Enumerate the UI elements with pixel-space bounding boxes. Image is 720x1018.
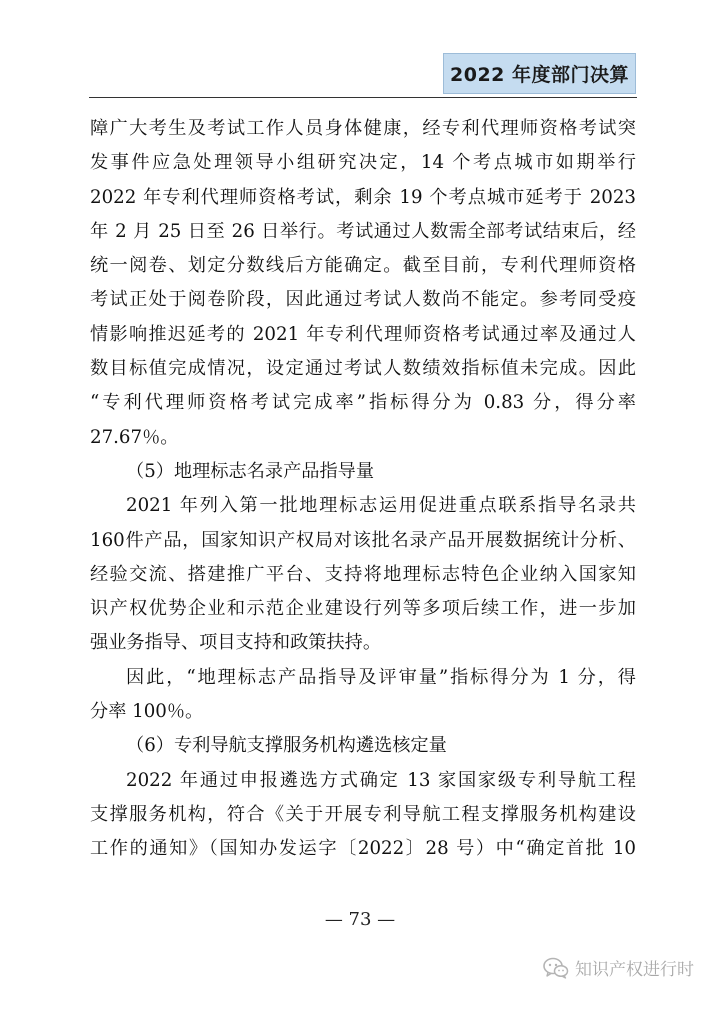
watermark-text: 知识产权进行时 [575, 960, 694, 980]
header-divider [89, 97, 637, 98]
body-line: 考试正处于阅卷阶段，因此通过考试人数尚不能定。参考同受疫 [90, 289, 636, 311]
watermark [543, 955, 694, 980]
section-heading-6: （6）专利导航支撑服务机构遴选核定量 [126, 735, 447, 757]
body-line: 2022 年通过申报遴选方式确定 13 家国家级专利导航工程 [126, 769, 636, 791]
body-line: 2021 年列入第一批地理标志运用促进重点联系指导名录共 [126, 495, 636, 517]
body-line: 工作的通知》（国知办发运字〔2022〕28 号）中“确定首批 10 [90, 838, 636, 860]
page-number: — 73 — [324, 909, 396, 930]
body-line: 数目标值完成情况，设定通过考试人数绩效指标值未完成。因此 [90, 358, 636, 380]
body-line: 因此，“地理标志产品指导及评审量”指标得分为 1 分，得 [126, 666, 636, 688]
body-line: 经验交流、搭建推广平台、支持将地理标志特色企业纳入国家知 [90, 563, 636, 585]
header-title-badge [443, 53, 636, 94]
body-line: 160件产品，国家知识产权局对该批名录产品开展数据统计分析、 [90, 529, 636, 551]
section-heading-5: （5）地理标志名录产品指导量 [126, 460, 375, 482]
document-body [90, 112, 636, 867]
body-line: 情影响推迟延考的 2021 年专利代理师资格考试通过率及通过人 [90, 323, 636, 345]
body-line: 2022 年专利代理师资格考试，剩余 19 个考点城市延考于 2023 [90, 186, 636, 208]
body-line: 障广大考生及考试工作人员身体健康，经专利代理师资格考试突 [90, 118, 636, 139]
header-title: 2022 年度部门决算 [450, 64, 629, 86]
body-line: 统一阅卷、划定分数线后方能确定。截至目前，专利代理师资格 [90, 255, 636, 277]
wechat-icon [543, 957, 569, 979]
body-line: 识产权优势企业和示范企业建设行列等多项后续工作，进一步加 [90, 598, 636, 620]
body-line: 强业务指导、项目支持和政策扶持。 [90, 632, 382, 654]
body-line: 发事件应急处理领导小组研究决定，14 个考点城市如期举行 [90, 152, 636, 174]
body-line: “专利代理师资格考试完成率”指标得分为 0.83 分，得分率 [90, 392, 636, 414]
body-line: 年 2 月 25 日至 26 日举行。考试通过人数需全部考试结束后，经 [90, 220, 636, 242]
body-line: 分率 100％。 [90, 701, 204, 723]
body-line: 支撑服务机构，符合《关于开展专利导航工程支撑服务机构建设 [90, 803, 636, 825]
body-line: 27.67％。 [90, 426, 179, 448]
